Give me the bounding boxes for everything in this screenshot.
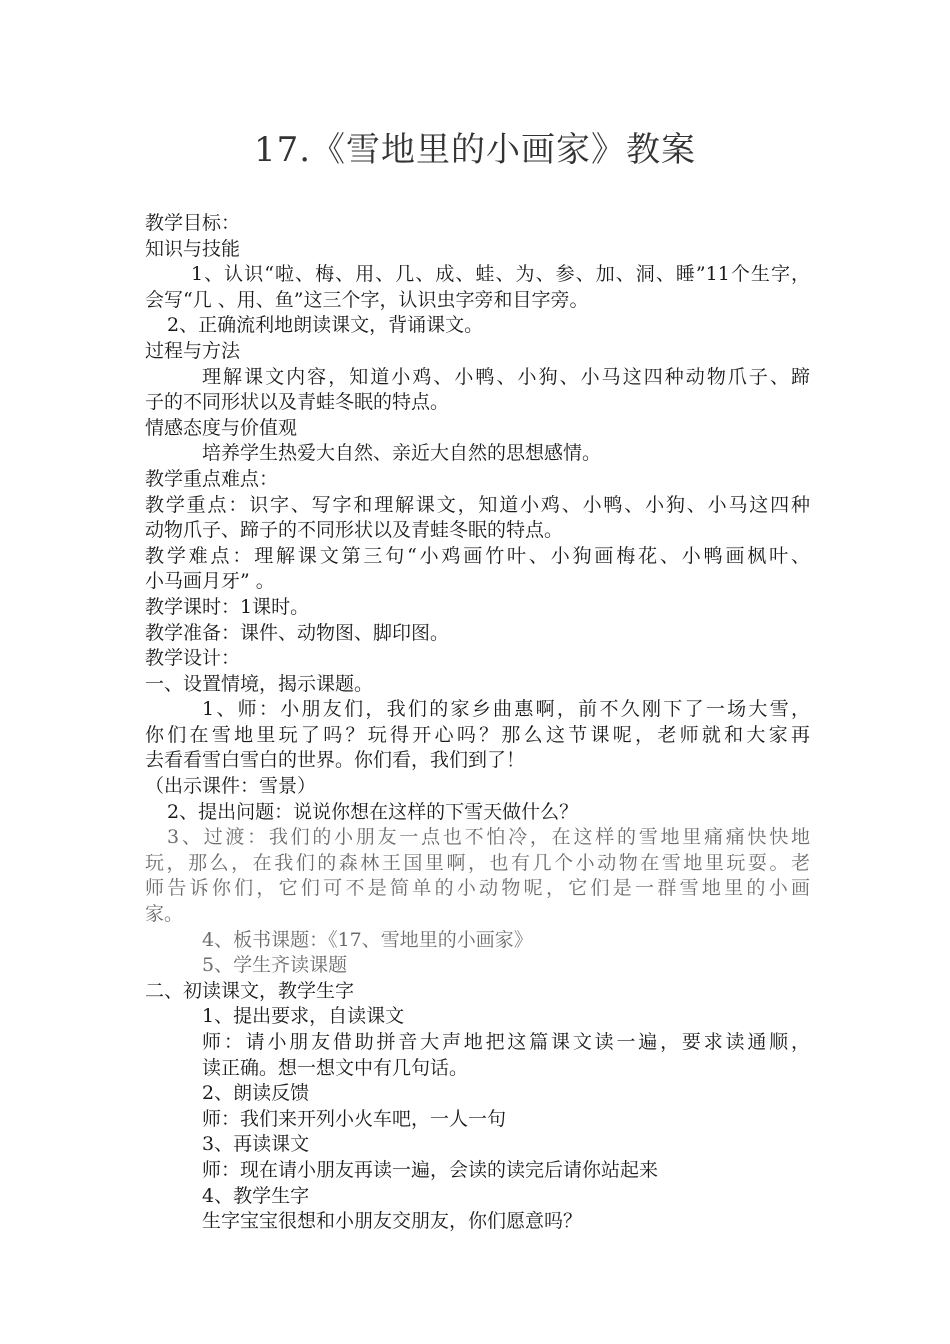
line-preparation: 教学准备：课件、动物图、脚印图。 — [145, 621, 450, 644]
line-difficult-b: 小马画月牙” 。 — [145, 570, 275, 593]
line-key-a: 教学重点：识字、写字和理解课文，知道小鸡、小鸭、小狗、小马这四种 — [145, 493, 810, 516]
line-knowledge-skills: 知识与技能 — [145, 237, 241, 260]
line-process-b: 子的不同形状以及青蛙冬眠的特点。 — [145, 391, 450, 414]
line-attitude-text: 培养学生热爱大自然、亲近大自然的思想感情。 — [202, 442, 602, 465]
line-goal-1a: 1、认识“啦、梅、用、几、成、蛙、为、参、加、洞、睡”11个生字， — [191, 263, 810, 286]
line-goal-1b: 会写“几 、用、鱼”这三个字，认识虫字旁和目字旁。 — [145, 288, 589, 311]
line-s2-1-teacher-b: 读正确。想一想文中有几句话。 — [202, 1056, 469, 1079]
line-s1-1c: 去看看雪白雪白的世界。你们看，我们到了！ — [145, 749, 526, 772]
line-s2-2: 2、朗读反馈 — [202, 1082, 310, 1105]
line-s2-3-teacher: 师：现在请小朋友再读一遍，会读的读完后请你站起来 — [202, 1158, 659, 1181]
line-class-hours: 教学课时：1课时。 — [145, 595, 310, 618]
line-s1-5: 5、学生齐读课题 — [202, 954, 348, 977]
line-s2-4-text: 生字宝宝很想和小朋友交朋友，你们愿意吗？ — [202, 1210, 583, 1233]
document-title: 17.《雪地里的小画家》教案 — [253, 130, 697, 170]
line-teaching-goals: 教学目标： — [145, 212, 241, 234]
line-key-b: 动物爪子、蹄子的不同形状以及青蛙冬眠的特点。 — [145, 519, 564, 542]
line-s1-3b: 玩，那么，在我们的森林王国里啊，也有几个小动物在雪地里玩耍。老 — [145, 851, 810, 874]
line-s2-1: 1、提出要求，自读课文 — [202, 1005, 405, 1028]
line-process-a: 理解课文内容，知道小鸡、小鸭、小狗、小马这四种动物爪子、蹄 — [202, 365, 810, 388]
line-s1-3a: 3、过渡：我们的小朋友一点也不怕冷，在这样的雪地里痛痛快快地 — [167, 826, 810, 849]
line-s1-2: 2、提出问题：说说你想在这样的下雪天做什么？ — [167, 800, 579, 823]
line-s1-3c: 师告诉你们，它们可不是简单的小动物呢，它们是一群雪地里的小画 — [145, 877, 810, 900]
line-s1-courseware: （出示课件：雪景） — [145, 775, 317, 798]
line-s2-1-teacher-a: 师：请小朋友借助拼音大声地把这篇课文读一遍，要求读通顺， — [202, 1031, 810, 1053]
line-section-2: 二、初读课文，教学生字 — [145, 979, 355, 1002]
line-attitude: 情感态度与价值观 — [145, 416, 298, 439]
line-goal-2: 2、正确流利地朗读课文，背诵课文。 — [167, 314, 484, 337]
line-process-method: 过程与方法 — [145, 339, 241, 362]
line-s2-4: 4、教学生字 — [202, 1184, 310, 1207]
document-body — [145, 211, 810, 1235]
line-section-1: 一、设置情境，揭示课题。 — [145, 672, 374, 695]
line-s2-3: 3、再读课文 — [202, 1133, 310, 1156]
line-key-difficult: 教学重点难点： — [145, 467, 279, 490]
line-difficult-a: 教学难点：理解课文第三句“小鸡画竹叶、小狗画梅花、小鸭画枫叶、 — [145, 544, 810, 567]
line-design: 教学设计： — [145, 647, 241, 670]
line-s1-3d: 家。 — [145, 903, 184, 926]
line-s1-1a: 1、师：小朋友们，我们的家乡曲惠啊，前不久刚下了一场大雪， — [202, 698, 810, 721]
line-s2-2-teacher: 师：我们来开列小火车吧，一人一句 — [202, 1107, 507, 1130]
line-s1-1b: 你们在雪地里玩了吗？玩得开心吗？那么这节课呢，老师就和大家再 — [145, 723, 810, 746]
line-s1-4: 4、板书课题：《17、雪地里的小画家》 — [202, 928, 533, 951]
